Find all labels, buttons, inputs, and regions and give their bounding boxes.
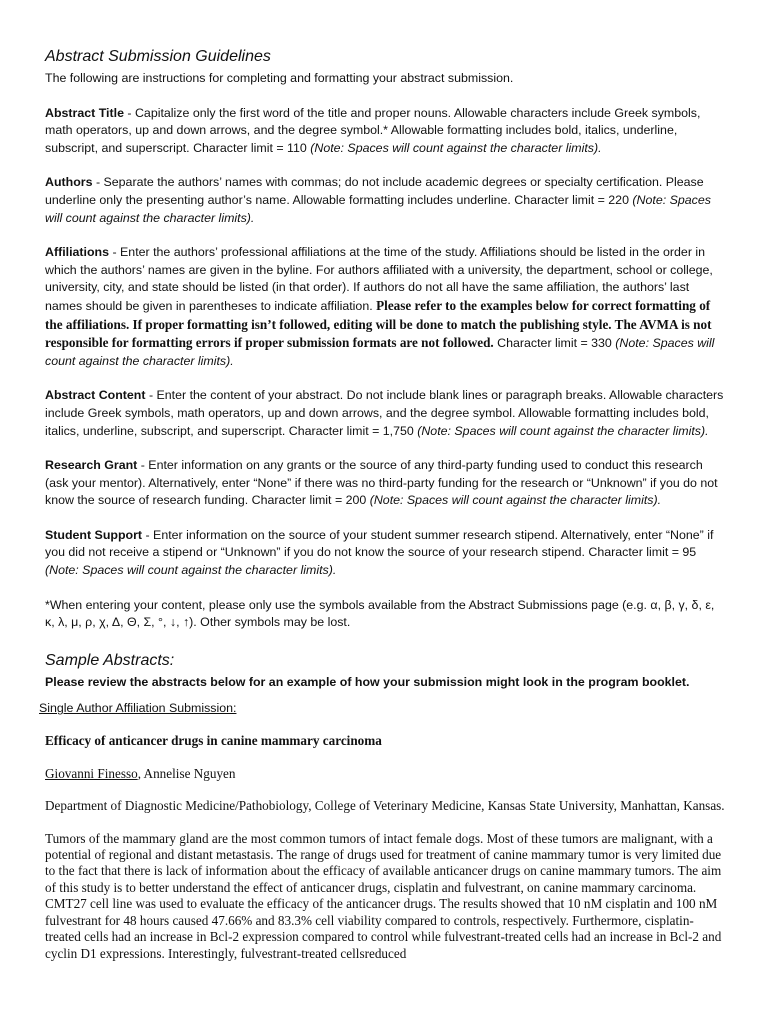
guidelines-title: Abstract Submission Guidelines: [45, 48, 271, 65]
section-label: Research Grant: [45, 458, 138, 473]
authors-section: [45, 174, 725, 227]
section-body: - Enter the authors’ professional affiliations at the time of the study. Affiliations should be listed in the order in which the authors’ names are given in the byline. For authors affiliated with a university, the department, school or college, university, city, and state should be listed (in that order). If authors do not all have the same affiliation, the authors’ last names should be given in parentheses to indicate affiliation.: [45, 245, 713, 313]
presenting-author: Giovanni Finesso: [45, 765, 138, 781]
abstract-title-section: [45, 105, 725, 158]
symbols-note: *When entering your content, please only use the symbols available from the Abstract Submissions page (e.g. α, β, γ, δ, ε, κ, λ, μ, ρ, χ, Δ, Θ, Σ, °, ↓, ↑). Other symbols may be lost.: [45, 597, 715, 630]
section-note: (Note: Spaces will count against the character limits).: [310, 140, 602, 155]
section-body: - Enter information on any grants or the source of any third-party funding used to conduct this research (ask your mentor). Alternatively, enter “None” if there was no third-party funding for the research or “Unknown” if you do not know the source of research funding. Character limit = 200: [45, 458, 718, 508]
student-support-section: [45, 527, 725, 580]
section-note: (Note: Spaces will count against the character limits).: [45, 192, 711, 225]
section-label: Abstract Title: [45, 105, 124, 120]
section-note: (Note: Spaces will count against the character limits).: [369, 493, 662, 508]
section-limit: Character limit = 330: [493, 336, 616, 351]
document-page: [39, 48, 725, 962]
section-body: - Enter information on the source of your student summer research stipend. Alternatively, enter “None” if you did not receive a stipend or “Unknown” if you do not know the source of your research stipend. Character limit = 95: [45, 527, 714, 560]
section-label: Affiliations: [45, 245, 110, 260]
affiliations-section: [45, 244, 725, 370]
research-grant-section: [45, 457, 725, 510]
section-body: - Separate the authors’ names with commas; do not include academic degrees or specialty certification. Please underline only the presenting author’s name. Allowable formatting includes underline. Character limit = 220: [45, 175, 704, 207]
example-title: Efficacy of anticancer drugs in canine mammary carcinoma: [45, 733, 382, 749]
section-emphasis: Please refer to the examples below for correct formatting of the affiliations. If proper formatting isn’t followed, editing will be done to match the publishing style. The AVMA is not responsible for formatting errors if proper submission formats are not followed.: [45, 297, 712, 351]
example-affiliation: Department of Diagnostic Medicine/Pathobiology, College of Veterinary Medicine, Kansas State University, Manhattan, Kansas.: [45, 798, 725, 814]
section-note: (Note: Spaces will count against the character limits).: [45, 563, 337, 578]
sample-abstracts-title: Sample Abstracts:: [45, 651, 175, 669]
section-body: - Capitalize only the first word of the title and proper nouns. Allowable characters include Greek symbols, math operators, up and down arrows, and the degree symbol.* Allowable formatting includes bold, italics, underline, subscript, and superscript. Character limit = 110: [45, 105, 701, 155]
example-body: Tumors of the mammary gland are the most common tumors of intact female dogs. Most of these tumors are malignant, with a potential of regional and distant metastasis. The range of drugs used for treatment of canine mammary tumor is very limited due to the fact that there is lack of information about the efficacy of available anticancer drugs on canine mammary tumors. The aim of this study is to better understand the effect of anticancer drugs, cisplatin and fulvestrant, on canine mammary carcinoma. CMT27 cell line was used to evaluate the efficacy of the anticancer drugs. The results showed that 10 nM cisplatin and 100 nM fulvestrant for 48 hours caused 47.66% and 83.3% cell viability compared to controls, respectively. Furthermore, cisplatin-treated cells had an increase in Bcl-2 expression compared to control while fulvestrant-treated cells had an increase in Bcl-2 and cyclin D1 expressions. Interestingly, fulvestrant-treated cellsreduced: [45, 830, 722, 961]
sample-abstracts-intro: Please review the abstracts below for an example of how your submission might look in the program booklet.: [45, 674, 690, 689]
abstract-content-section: [45, 387, 725, 440]
guidelines-intro: The following are instructions for completing and formatting your abstract submission.: [45, 71, 514, 85]
other-authors: , Annelise Nguyen: [137, 765, 236, 781]
section-note: (Note: Spaces will count against the character limits).: [45, 336, 715, 368]
section-label: Student Support: [45, 527, 143, 542]
example-authors: [45, 766, 725, 782]
single-author-heading: Single Author Affiliation Submission:: [39, 701, 237, 716]
section-label: Authors: [45, 175, 93, 190]
section-note: (Note: Spaces will count against the character limits).: [417, 423, 709, 438]
section-label: Abstract Content: [45, 388, 146, 403]
section-body: - Enter the content of your abstract. Do not include blank lines or paragraph breaks. Allowable characters include Greek symbols, math operators, up and down arrows, and the degree symbol. Allowable formatting includes bold, italics, underline, subscript, and superscript. Character limit = 1,750: [45, 388, 724, 438]
